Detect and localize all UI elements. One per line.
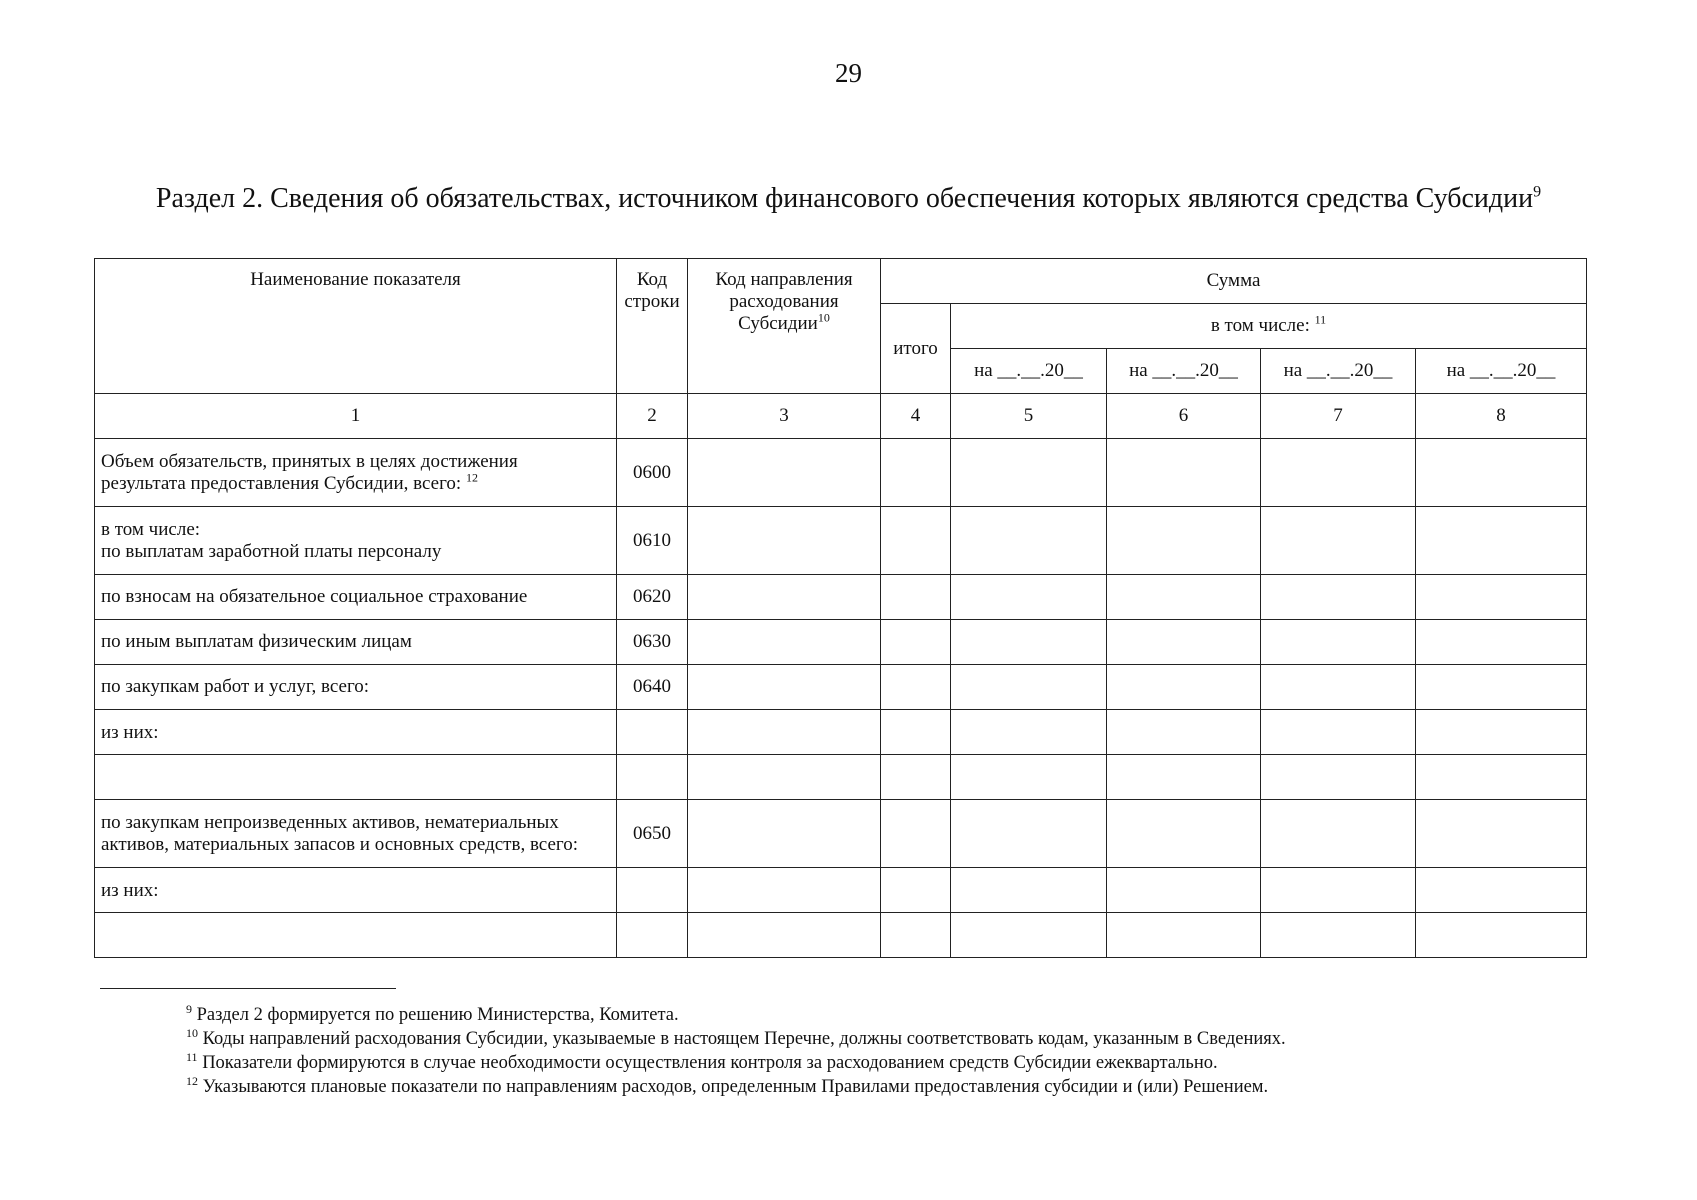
data-cell[interactable] [951,620,1107,665]
header-row-1 [95,259,1587,304]
data-cell[interactable] [1416,710,1587,755]
data-cell[interactable] [951,710,1107,755]
row-code[interactable] [617,755,688,800]
footnote-text: Коды направлений расходования Субсидии, указываемые в настоящем Перечне, должны соответствовать кодам, указанным в Сведениях. [202,1029,1286,1049]
row-code: 0630 [617,620,688,665]
data-cell[interactable] [1261,913,1416,958]
row-label [95,439,617,507]
footnote-text: Раздел 2 формируется по решению Министерства, Комитета. [196,1005,679,1025]
row-code [617,868,688,913]
row-label: из них: [95,868,617,913]
row-code: 0640 [617,665,688,710]
data-cell[interactable] [881,575,951,620]
row-label-line2: по выплатам заработной платы персоналу [101,540,442,562]
data-cell[interactable] [881,710,951,755]
data-cell[interactable] [1261,665,1416,710]
section-title-footnote-ref: 9 [1533,183,1542,201]
column-number-row [95,394,1587,439]
header-direction-footnote-ref: 10 [817,310,830,325]
header-code-line2: строки [624,291,680,312]
page-number: 29 [835,58,862,88]
table-row [95,620,1587,665]
data-cell[interactable] [688,620,881,665]
data-cell[interactable] [1261,575,1416,620]
data-cell[interactable] [1261,620,1416,665]
header-date-1: на __.__.20__ [951,349,1107,394]
data-cell[interactable] [1416,868,1587,913]
footnote-number: 11 [186,1049,198,1064]
data-cell[interactable] [1107,575,1261,620]
data-cell[interactable] [881,439,951,507]
data-cell[interactable] [1107,439,1261,507]
footnote-text: Указываются плановые показатели по направлениям расходов, определенным Правилами предоставления субсидии и (или) Решением. [202,1077,1269,1097]
footnote-number: 12 [186,1073,198,1088]
header-including-footnote-ref: 11 [1314,312,1327,327]
data-cell[interactable] [1416,620,1587,665]
section-title-text: Раздел 2. Сведения об обязательствах, источником финансового обеспечения которых являются средства Субсидии [155,183,1534,214]
footnote-12 [186,1075,1666,1099]
data-cell[interactable] [1107,913,1261,958]
header-code-line1: Код [636,269,668,290]
column-number: 8 [1416,394,1587,439]
data-cell[interactable] [951,439,1107,507]
row-label[interactable] [95,913,617,958]
header-direction-line1: Код направления [715,269,853,290]
header-direction-line2: расходования [729,291,839,312]
data-cell[interactable] [881,620,951,665]
data-cell[interactable] [951,665,1107,710]
data-cell[interactable] [951,575,1107,620]
header-sum: Сумма [881,259,1587,304]
data-cell[interactable] [1416,507,1587,575]
data-cell[interactable] [688,439,881,507]
column-number: 7 [1261,394,1416,439]
table-row [95,710,1587,755]
data-cell[interactable] [951,800,1107,868]
obligations-table [94,258,1587,958]
column-number: 2 [617,394,688,439]
data-cell[interactable] [1261,755,1416,800]
table-row [95,755,1587,800]
data-cell[interactable] [1261,710,1416,755]
row-code[interactable] [617,913,688,958]
row-label: по взносам на обязательное социальное страхование [95,575,617,620]
data-cell[interactable] [1107,507,1261,575]
header-including-text: в том числе: [1210,315,1310,336]
header-date-2: на __.__.20__ [1107,349,1261,394]
data-cell[interactable] [1416,800,1587,868]
header-total: итого [881,304,951,394]
footnote-separator [100,988,396,989]
header-direction [688,259,881,394]
data-cell[interactable] [1107,620,1261,665]
data-cell[interactable] [951,507,1107,575]
data-cell[interactable] [688,800,881,868]
data-cell[interactable] [688,710,881,755]
data-cell[interactable] [1107,800,1261,868]
data-cell[interactable] [688,575,881,620]
table-row [95,575,1587,620]
data-cell[interactable] [688,665,881,710]
footnote-text: Показатели формируются в случае необходимости осуществления контроля за расходованием средств Субсидии ежеквартально. [202,1053,1218,1073]
footnote-number: 9 [186,1001,192,1016]
data-cell[interactable] [1107,868,1261,913]
data-cell[interactable] [688,868,881,913]
table-row [95,665,1587,710]
row-label-line2: результата предоставления Субсидии, всего: [101,472,462,494]
data-cell[interactable] [1416,913,1587,958]
data-cell[interactable] [881,507,951,575]
column-number: 1 [95,394,617,439]
data-cell[interactable] [881,755,951,800]
column-number: 3 [688,394,881,439]
footnote-number: 10 [186,1025,198,1040]
row-code: 0600 [617,439,688,507]
row-label-line1: Объем обязательств, принятых в целях достижения [101,450,518,472]
column-number: 4 [881,394,951,439]
row-label: из них: [95,710,617,755]
footnote-10 [186,1027,1666,1051]
header-including [951,304,1587,349]
row-code: 0610 [617,507,688,575]
header-date-3: на __.__.20__ [1261,349,1416,394]
header-date-4: на __.__.20__ [1416,349,1587,394]
column-number: 6 [1107,394,1261,439]
row-code [617,710,688,755]
row-label-line2: активов, материальных запасов и основных средств, всего: [101,833,579,855]
row-label-line1: по закупкам непроизведенных активов, нематериальных [101,811,559,833]
table-row [95,800,1587,868]
data-cell[interactable] [1416,755,1587,800]
data-cell[interactable] [1107,665,1261,710]
data-cell[interactable] [688,507,881,575]
header-name: Наименование показателя [95,259,617,394]
row-label: по закупкам работ и услуг, всего: [95,665,617,710]
data-cell[interactable] [881,800,951,868]
data-cell[interactable] [1107,710,1261,755]
section-title [0,183,1697,215]
data-cell[interactable] [881,913,951,958]
footnotes [186,1003,1666,1099]
data-cell[interactable] [1261,439,1416,507]
table-row [95,439,1587,507]
data-cell[interactable] [688,913,881,958]
footnote-9 [186,1003,1666,1027]
row-footnote-ref: 12 [465,470,478,485]
data-cell[interactable] [1107,755,1261,800]
data-cell[interactable] [1261,868,1416,913]
row-label: по иным выплатам физическим лицам [95,620,617,665]
table-row [95,507,1587,575]
footnote-11 [186,1051,1666,1075]
data-cell[interactable] [881,665,951,710]
data-cell[interactable] [1416,575,1587,620]
data-cell[interactable] [1261,800,1416,868]
row-label [95,800,617,868]
data-cell[interactable] [688,755,881,800]
data-cell[interactable] [951,913,1107,958]
table-row [95,913,1587,958]
data-cell[interactable] [881,868,951,913]
data-cell[interactable] [1416,439,1587,507]
column-number: 5 [951,394,1107,439]
row-label[interactable] [95,755,617,800]
table-row [95,868,1587,913]
row-label-line1: в том числе: [101,518,201,540]
row-code: 0620 [617,575,688,620]
row-label [95,507,617,575]
data-cell[interactable] [1261,507,1416,575]
data-cell[interactable] [951,868,1107,913]
data-cell[interactable] [951,755,1107,800]
header-direction-line3: Субсидии [738,313,818,334]
row-code: 0650 [617,800,688,868]
data-cell[interactable] [1416,665,1587,710]
header-code [617,259,688,394]
